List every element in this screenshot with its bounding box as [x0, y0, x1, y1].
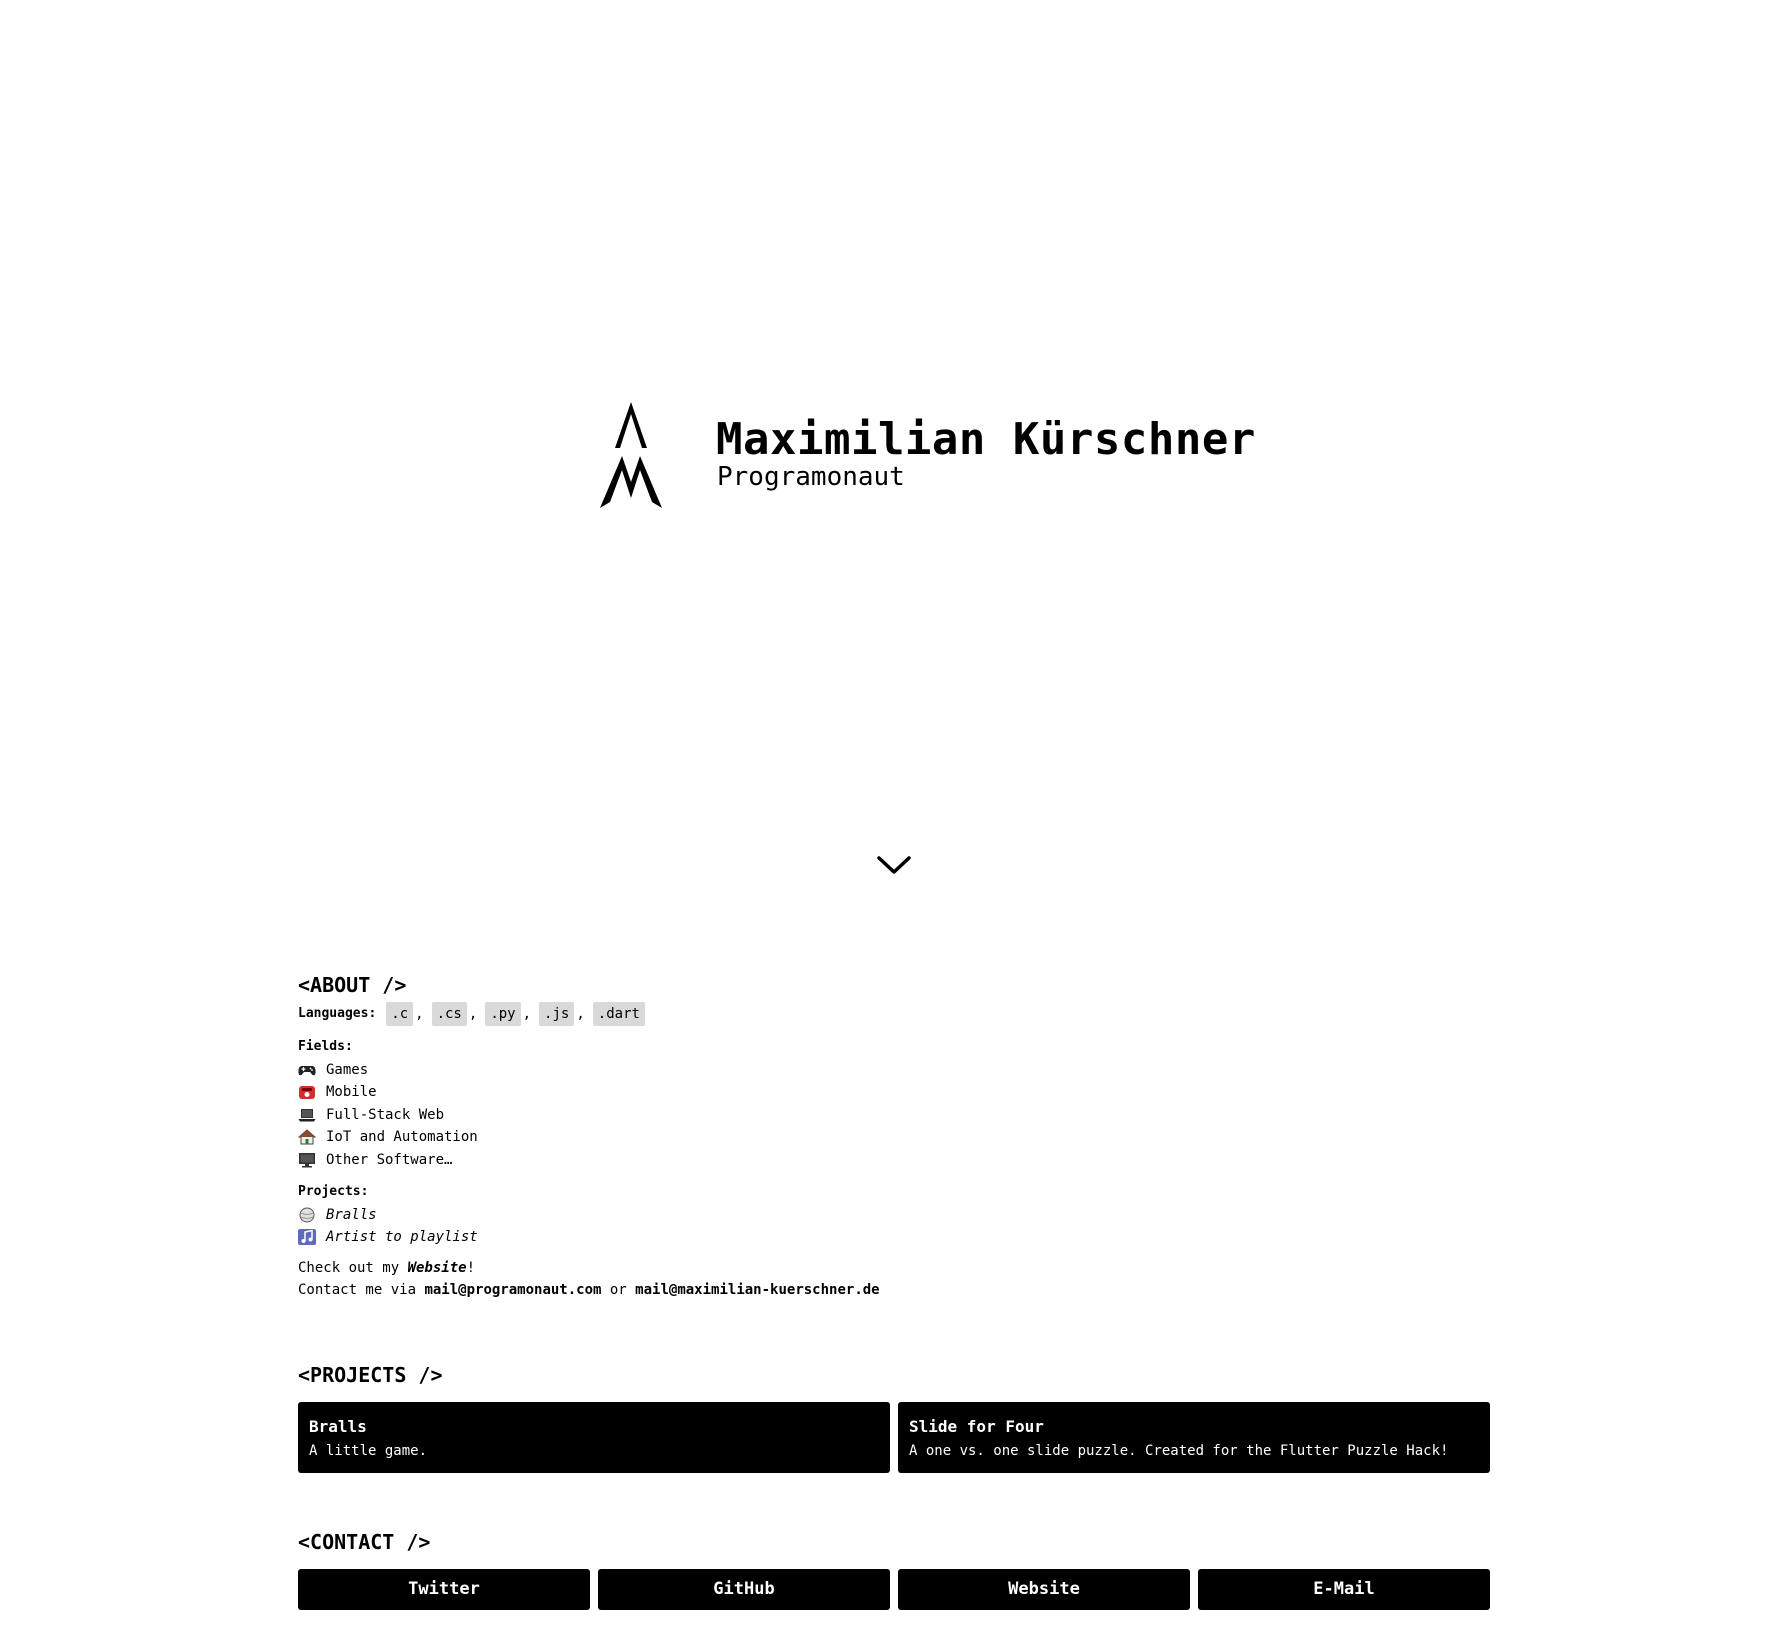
- projects-label: Projects:: [298, 1184, 369, 1199]
- field-label: Games: [326, 1061, 369, 1078]
- field-label: IoT and Automation: [326, 1129, 478, 1145]
- project-card-slide-for-four[interactable]: [898, 1402, 1490, 1473]
- list-item: [298, 1081, 1490, 1104]
- field-label: Mobile: [326, 1084, 377, 1100]
- contact-section: [298, 1527, 1490, 1610]
- website-prefix: Check out my: [298, 1259, 408, 1276]
- projects-section: [298, 1360, 1490, 1473]
- website-link[interactable]: Website: [407, 1259, 467, 1276]
- house-icon: [298, 1129, 316, 1145]
- hero-subtitle: Programonaut: [717, 462, 905, 492]
- card-description: A little game.: [309, 1442, 428, 1459]
- chevron-down-icon[interactable]: [876, 852, 912, 878]
- projects-group: [298, 1181, 1490, 1249]
- projects-title: <PROJECTS />: [298, 1362, 443, 1387]
- laptop-icon: [298, 1107, 316, 1123]
- contact-title: <CONTACT />: [298, 1529, 431, 1554]
- contact-prefix: Contact me via: [298, 1282, 425, 1298]
- list-item: [298, 1149, 1490, 1172]
- telephone-icon: [298, 1084, 316, 1100]
- field-label: Other Software…: [326, 1151, 453, 1168]
- card-description: A one vs. one slide puzzle. Created for the Flutter Puzzle Hack!: [909, 1442, 1449, 1459]
- languages-row: Languages: .c , .cs , .py , .js , .dart: [298, 1002, 1490, 1026]
- website-button[interactable]: Website: [898, 1569, 1190, 1610]
- logo-icon: [600, 402, 662, 508]
- list-item[interactable]: [298, 1204, 1490, 1227]
- card-title: Slide for Four: [909, 1416, 1044, 1436]
- language-chip: .cs: [432, 1002, 467, 1026]
- language-chip: .c: [386, 1002, 413, 1026]
- email-link-primary[interactable]: mail@programonaut.com: [424, 1282, 602, 1298]
- gamepad-icon: [298, 1062, 316, 1078]
- ball-icon: [298, 1207, 316, 1223]
- about-title: <ABOUT />: [298, 973, 407, 997]
- contact-line: [298, 1279, 1490, 1302]
- twitter-button[interactable]: Twitter: [298, 1569, 590, 1610]
- contact-or: or: [601, 1282, 636, 1298]
- languages-label: Languages:: [298, 1005, 377, 1021]
- website-line: [298, 1257, 1490, 1280]
- language-chip: .py: [485, 1002, 520, 1026]
- project-link[interactable]: Bralls: [326, 1206, 377, 1223]
- project-card-bralls[interactable]: [298, 1402, 890, 1473]
- main-content: [298, 970, 1490, 1610]
- card-title: Bralls: [309, 1416, 367, 1436]
- fields-group: [298, 1036, 1490, 1171]
- language-chip: .dart: [593, 1002, 645, 1026]
- hero-name: Maximilian Kürschner: [716, 414, 1256, 465]
- list-item[interactable]: [298, 1226, 1490, 1249]
- email-button[interactable]: E-Mail: [1198, 1569, 1490, 1610]
- desktop-icon: [298, 1152, 316, 1168]
- email-link-secondary[interactable]: mail@maximilian-kuerschner.de: [635, 1282, 880, 1298]
- about-section: [298, 970, 1490, 1302]
- music-note-icon: [298, 1229, 316, 1245]
- list-item: [298, 1104, 1490, 1127]
- website-suffix: !: [466, 1259, 476, 1276]
- language-chip: .js: [539, 1002, 574, 1026]
- field-label: Full-Stack Web: [326, 1106, 445, 1123]
- project-link[interactable]: Artist to playlist: [326, 1229, 478, 1245]
- list-item: [298, 1059, 1490, 1082]
- fields-label: Fields:: [298, 1039, 353, 1054]
- list-item: [298, 1126, 1490, 1149]
- github-button[interactable]: GitHub: [598, 1569, 890, 1610]
